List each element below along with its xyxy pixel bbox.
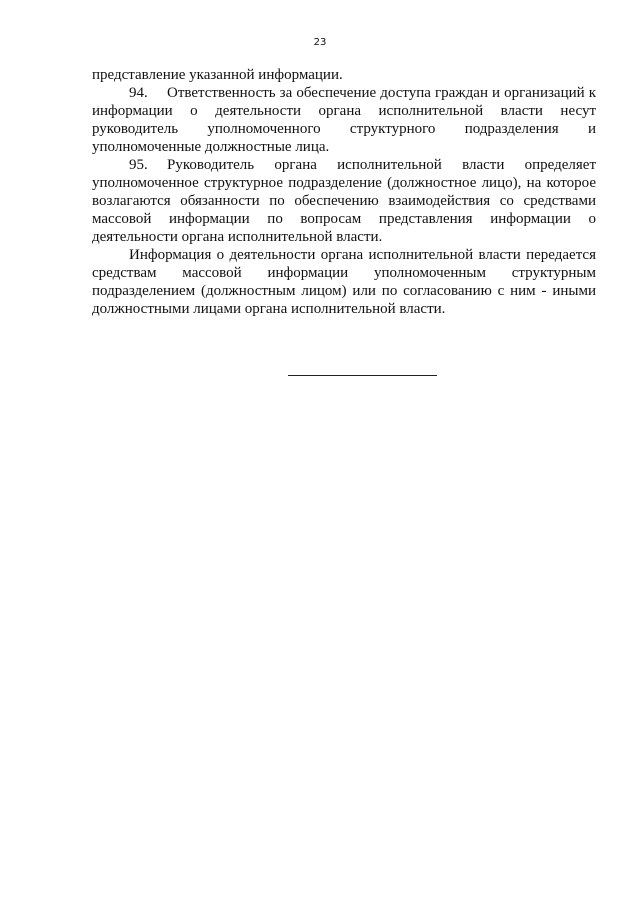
- item-number: 95.: [129, 157, 148, 173]
- item-number: 94.: [129, 85, 148, 101]
- paragraph-text: представление указанной информации.: [92, 67, 343, 83]
- document-body: [92, 66, 596, 318]
- paragraph-94: [92, 84, 596, 156]
- paragraph-media-info: [92, 246, 596, 318]
- paragraph-text: Информация о деятельности органа исполнительной власти передается средствам массовой информации уполномоченным структурным подразделением (должностным лицом) или по согласованию с ним - иными должностными лицами органа исполнительной власти.: [92, 247, 596, 317]
- paragraph-continuation: [92, 66, 596, 84]
- paragraph-text: Ответственность за обеспечение доступа граждан и организаций к информации о деятельности органа исполнительной власти несут руководитель уполномоченного структурного подразделения и уполномоченные должностные лица.: [92, 85, 596, 155]
- end-separator-line: [288, 375, 437, 376]
- page-number: 23: [313, 37, 327, 48]
- paragraph-text: Руководитель органа исполнительной власти определяет уполномоченное структурное подразделение (должностное лицо), на которое возлагаются обязанности по обеспечению взаимодействия со средствами массовой информации по вопросам представления информации о деятельности органа исполнительной власти.: [92, 157, 596, 245]
- paragraph-95: [92, 156, 596, 246]
